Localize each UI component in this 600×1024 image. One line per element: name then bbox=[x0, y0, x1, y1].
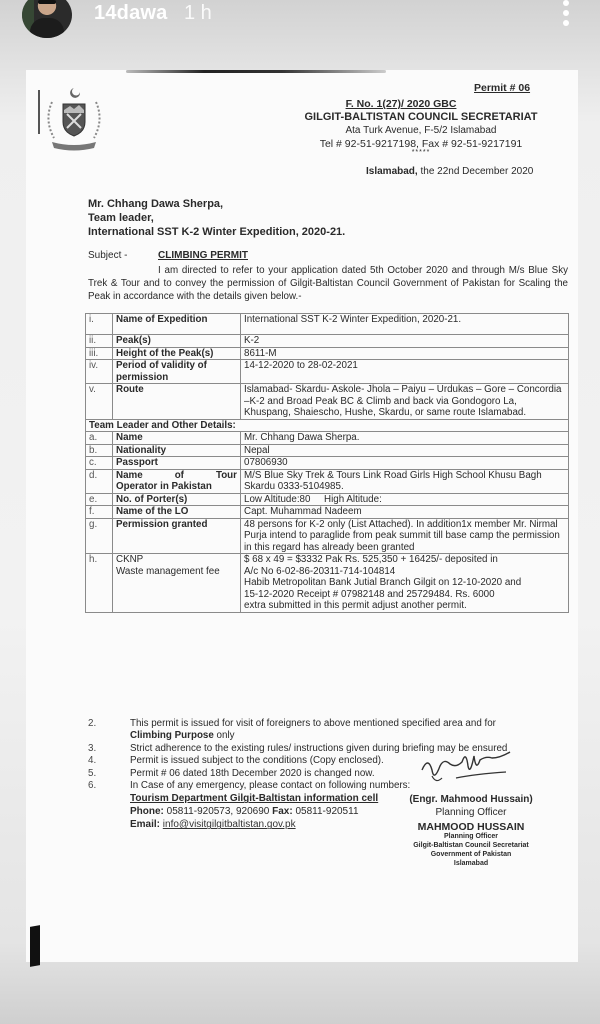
row-value: Islamabad- Skardu- Askole- Jhola – Paiyu – Urdukas – Gore – Concordia –K-2 and Broad Peak BC & Climb and back via Gondogoro La, Khuspang, Shaiescho, Hushe, Skardu, or same route Islamabad. bbox=[241, 384, 569, 420]
point-number: 6. bbox=[88, 780, 97, 792]
handwritten-signature bbox=[416, 750, 526, 790]
table-row bbox=[86, 493, 569, 506]
row-number: a. bbox=[86, 432, 113, 445]
row-label-word: of bbox=[174, 469, 184, 481]
point-item bbox=[88, 718, 568, 743]
row-number: c. bbox=[86, 457, 113, 470]
official-stamp bbox=[386, 823, 556, 868]
row-label-line2: Waste management fee bbox=[116, 565, 220, 577]
row-value: 48 persons for K-2 only (List Attached). In addition1x member Mr. Nirmal Purja intend to paraglide from peak summit till base camp the permission in this regard has already been granted bbox=[241, 518, 569, 554]
row-label: No. of Porter(s) bbox=[113, 493, 241, 506]
value-line: $ 68 x 49 = $3332 Pak Rs. 525,350 + 16425/- deposited in bbox=[244, 554, 498, 565]
stamp-line: Islamabad bbox=[453, 860, 489, 867]
row-value: Mr. Chhang Dawa Sherpa. bbox=[241, 432, 569, 445]
permit-document bbox=[26, 70, 578, 962]
email-link[interactable]: info@visitgilgitbaltistan.gov.pk bbox=[162, 819, 296, 831]
story-header bbox=[0, 0, 600, 60]
scan-edge bbox=[126, 70, 386, 73]
row-label: Name bbox=[113, 432, 241, 445]
row-label: Permission granted bbox=[113, 518, 241, 554]
row-number: f. bbox=[86, 506, 113, 519]
row-value: Low Altitude:80 High Altitude: bbox=[241, 493, 569, 506]
subject-label: Subject - bbox=[88, 250, 128, 261]
row-number: h. bbox=[86, 554, 113, 613]
point-text: Permit # 06 dated 18th December 2020 is changed now. bbox=[130, 767, 375, 779]
file-number: F. No. 1(27)/ 2020 GBC bbox=[345, 98, 457, 110]
row-number: d. bbox=[86, 469, 113, 493]
row-label bbox=[113, 554, 241, 613]
expedition-details-table bbox=[85, 313, 569, 613]
point-number: 5. bbox=[88, 767, 97, 779]
point-tail: only bbox=[213, 730, 235, 742]
row-value: International SST K-2 Winter Expedition, 2020-21. bbox=[241, 314, 569, 335]
point-number: 4. bbox=[88, 755, 97, 767]
contact-heading: Tourism Department Gilgit-Baltistan information cell bbox=[130, 793, 379, 805]
value-line: extra submitted in this permit adjust another permit. bbox=[244, 600, 467, 611]
row-value bbox=[241, 554, 569, 613]
table-row bbox=[86, 554, 569, 613]
letterhead bbox=[246, 98, 596, 156]
table-row bbox=[86, 506, 569, 519]
table-row bbox=[86, 347, 569, 360]
table-row bbox=[86, 518, 569, 554]
addressee-role: Team leader, bbox=[88, 212, 154, 224]
signatory-name: (Engr. Mahmood Hussain) bbox=[409, 794, 533, 805]
row-label-line1: CKNP bbox=[116, 554, 144, 565]
row-label: Peak(s) bbox=[113, 335, 241, 348]
table-section-header bbox=[86, 419, 569, 432]
row-number: iv. bbox=[86, 360, 113, 384]
table-row bbox=[86, 335, 569, 348]
row-label: Height of the Peak(s) bbox=[113, 347, 241, 360]
row-value: Capt. Muhammad Nadeem bbox=[241, 506, 569, 519]
fax-value: 05811-920511 bbox=[292, 806, 359, 818]
point-bold: Climbing Purpose bbox=[130, 730, 214, 742]
table-row bbox=[86, 457, 569, 470]
stamp-line: Government of Pakistan bbox=[430, 851, 512, 858]
row-label: Name of Expedition bbox=[113, 314, 241, 335]
vertical-ellipsis-icon[interactable] bbox=[560, 0, 572, 30]
point-text: Strict adherence to the existing rules/ instructions given during briefing may be ensured bbox=[130, 742, 508, 754]
row-value: 8611-M bbox=[241, 347, 569, 360]
row-label: Route bbox=[113, 384, 241, 420]
point-number: 2. bbox=[88, 718, 97, 729]
point-text-main: This permit is issued for visit of foreigners to above mentioned specified area and for bbox=[130, 718, 496, 729]
table-row bbox=[86, 360, 569, 384]
value-line: A/c No 6-02-86-20311-714-104814 bbox=[244, 565, 396, 577]
row-value: Nepal bbox=[241, 444, 569, 457]
organization-address: Ata Turk Avenue, F-5/2 Islamabad bbox=[345, 125, 497, 136]
row-label: Name of the LO bbox=[113, 506, 241, 519]
table-row bbox=[86, 432, 569, 445]
table-row bbox=[86, 314, 569, 335]
addressee-expedition: International SST K-2 Winter Expedition, 2020-21. bbox=[88, 226, 346, 238]
row-number: b. bbox=[86, 444, 113, 457]
row-number: g. bbox=[86, 518, 113, 554]
row-number: iii. bbox=[86, 347, 113, 360]
point-text: In Case of any emergency, please contact on following numbers: bbox=[130, 780, 411, 792]
point-text: Permit is issued subject to the conditions (Copy enclosed). bbox=[130, 755, 384, 767]
username[interactable]: 14dawa bbox=[94, 2, 168, 24]
letter-date bbox=[366, 166, 533, 177]
phone-label: Phone: bbox=[130, 806, 164, 818]
signatory-title: Planning Officer bbox=[435, 807, 507, 818]
date-city: Islamabad, bbox=[366, 166, 418, 177]
row-value: K-2 bbox=[241, 335, 569, 348]
point-number: 3. bbox=[88, 742, 97, 754]
row-value: 07806930 bbox=[241, 457, 569, 470]
row-number: e. bbox=[86, 493, 113, 506]
row-label bbox=[113, 469, 241, 493]
email-label: Email: bbox=[130, 819, 161, 831]
organization-name: GILGIT-BALTISTAN COUNCIL SECRETARIAT bbox=[304, 111, 538, 123]
intro-paragraph: I am directed to refer to your application dated 5th October 2020 and through M/s Blue Sky Trek & Tour and to convey the permission of Gilgit-Baltistan Council Government of Pakistan for Scaling the Peak in accordance with the details given below.- bbox=[88, 265, 568, 302]
separator-stars: ***** bbox=[411, 149, 431, 156]
table-row bbox=[86, 444, 569, 457]
row-label: Period of validity of permission bbox=[113, 360, 241, 384]
row-number: ii. bbox=[86, 335, 113, 348]
organization-tel-fax: Tel # 92-51-9217198, Fax # 92-51-9217191 bbox=[319, 138, 523, 150]
row-label-word: Tour bbox=[215, 469, 237, 481]
value-line: Habib Metropolitan Bank Jutial Branch Gilgit on 12-10-2020 and bbox=[244, 577, 522, 588]
table-row bbox=[86, 384, 569, 420]
addressee-block bbox=[88, 197, 345, 239]
row-label: Nationality bbox=[113, 444, 241, 457]
permit-number: Permit # 06 bbox=[474, 82, 531, 94]
subject-value: CLIMBING PERMIT bbox=[158, 250, 248, 261]
phone-value: 05811-920573, 920690 bbox=[163, 806, 273, 818]
stamp-name: MAHMOOD HUSSAIN bbox=[417, 821, 525, 833]
date-text: the 22nd December 2020 bbox=[417, 166, 534, 177]
point-text bbox=[130, 718, 568, 743]
avatar[interactable] bbox=[22, 0, 72, 38]
time-ago: 1 h bbox=[184, 2, 212, 24]
row-label-word: Name bbox=[116, 469, 143, 481]
stamp-line: Planning Officer bbox=[443, 833, 499, 840]
fax-label: Fax: bbox=[272, 806, 293, 818]
government-emblem-icon bbox=[38, 84, 108, 156]
value-line: 15-12-2020 Receipt # 07982148 and 25729484. Rs. 6000 bbox=[244, 588, 495, 600]
row-value: 14-12-2020 to 28-02-2021 bbox=[241, 360, 569, 384]
row-number: v. bbox=[86, 384, 113, 420]
row-label: Passport bbox=[113, 457, 241, 470]
stamp-line: Gilgit-Baltistan Council Secretariat bbox=[413, 842, 529, 849]
row-label-line2: Operator in Pakistan bbox=[116, 481, 212, 492]
row-value: M/S Blue Sky Trek & Tours Link Road Girls High School Khusu Bagh Skardu 0333-5104985. bbox=[241, 469, 569, 493]
row-number: i. bbox=[86, 314, 113, 335]
section-title: Team Leader and Other Details: bbox=[86, 419, 569, 432]
table-row bbox=[86, 469, 569, 493]
scan-mark bbox=[30, 925, 40, 967]
addressee-name: Mr. Chhang Dawa Sherpa, bbox=[88, 198, 224, 210]
signatory-block bbox=[386, 794, 556, 868]
